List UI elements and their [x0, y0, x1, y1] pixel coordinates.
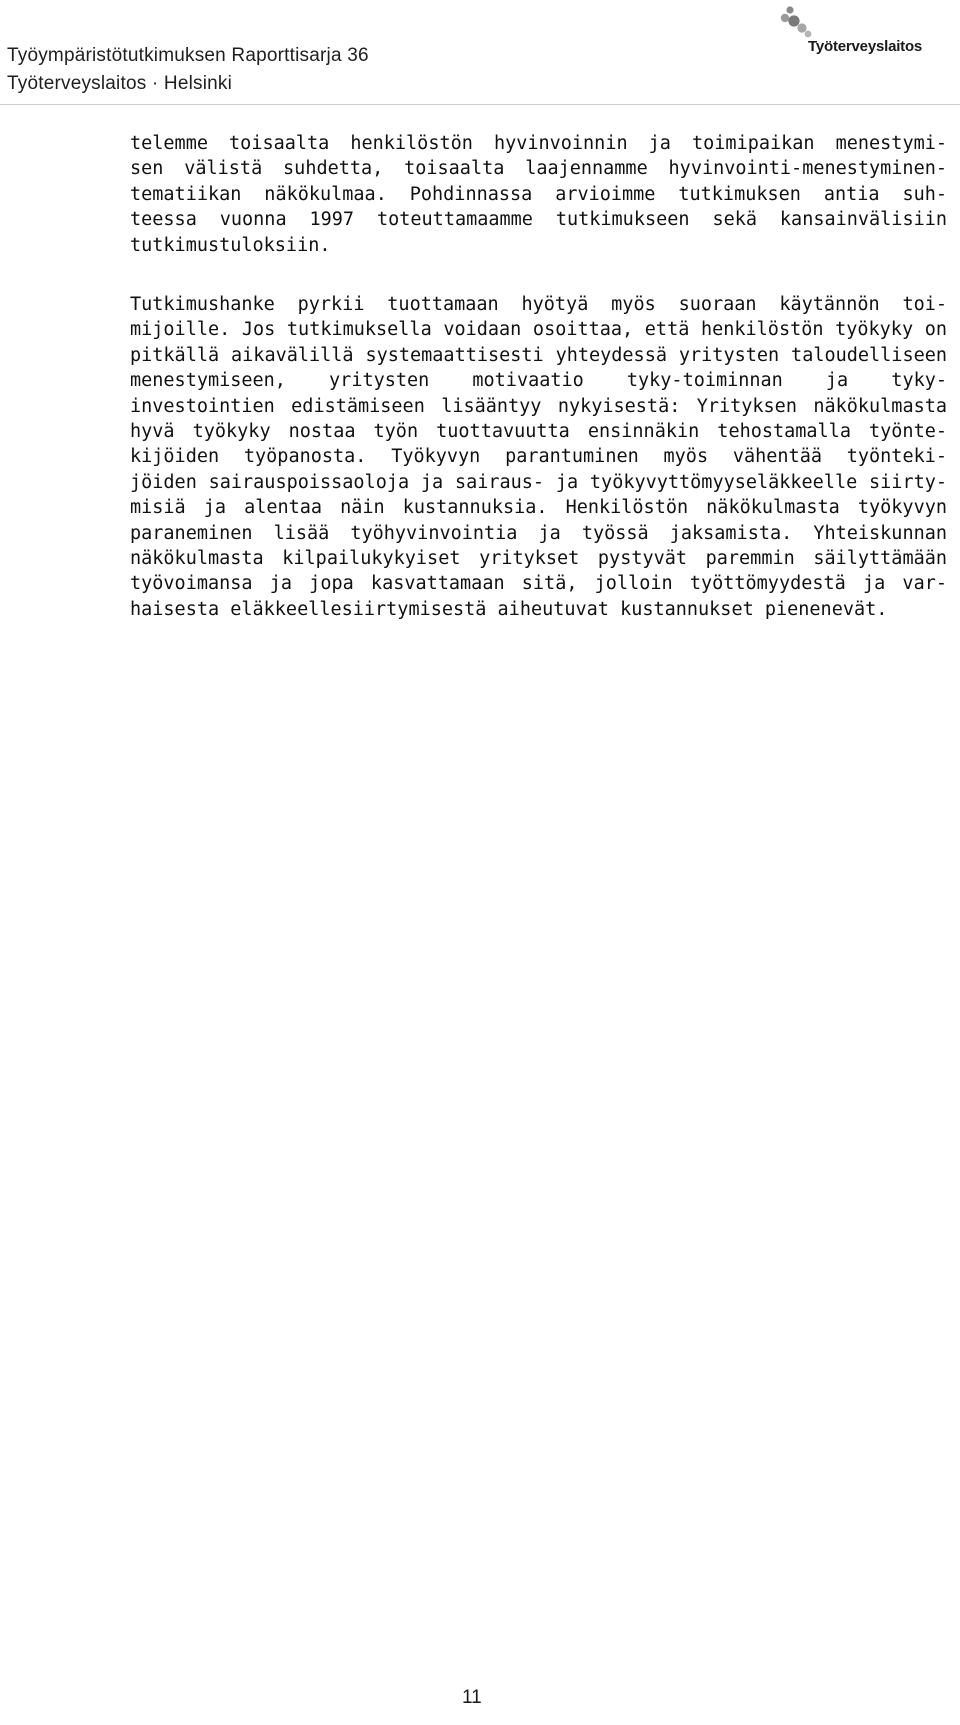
text-line: paraneminen lisää työhyvinvointia ja työssä jaksamista. Yhteiskunnan: [130, 522, 947, 544]
text-line: misiä ja alentaa näin kustannuksia. Henkilöstön näkökulmasta työkyvyn: [130, 497, 947, 519]
text-line: teessa vuonna 1997 toteuttamaamme tutkimukseen sekä kansainvälisiin: [130, 209, 947, 231]
text-line: mijoille. Jos tutkimuksella voidaan osoittaa, että henkilöstön työkyky on: [130, 319, 947, 341]
series-title: Työympäristötutkimuksen Raporttisarja 36: [7, 45, 369, 66]
text-line: menestymiseen, yritysten motivaatio tyky-toiminnan ja tyky-: [130, 370, 947, 392]
paragraph-2: [130, 292, 947, 622]
text-line: pitkällä aikavälillä systemaattisesti yhteydessä yritysten taloudelliseen: [130, 344, 947, 366]
text-line: jöiden sairauspoissaoloja ja sairaus- ja työkyvyttömyyseläkkeelle siirty-: [130, 471, 947, 493]
text-line: hyvä työkyky nostaa työn tuottavuutta ensinnäkin tehostamalla työnte-: [130, 421, 947, 443]
logo-text: Työterveyslaitos: [808, 38, 923, 55]
text-line: tutkimustuloksiin.: [130, 234, 331, 256]
text-line: työvoimansa ja jopa kasvattamaan sitä, jolloin työttömyydestä ja var-: [130, 573, 947, 595]
text-line: tematiikan näkökulmaa. Pohdinnassa arvioimme tutkimuksen antia suh-: [130, 183, 947, 205]
text-line: Tutkimushanke pyrkii tuottamaan hyötyä myös suoraan käytännön toi-: [130, 294, 947, 315]
text-line: telemme toisaalta henkilöstön hyvinvoinnin ja toimipaikan menestymi-: [130, 133, 947, 154]
text-line: investointien edistämiseen lisääntyy nykyisestä: Yrityksen näkökulmasta: [130, 395, 947, 417]
text-line: sen välistä suhdetta, toisaalta laajennamme hyvinvointi-menestyminen-: [130, 158, 947, 180]
text-line: haisesta eläkkeellesiirtymisestä aiheutuvat kustannukset pienenevät.: [130, 598, 888, 620]
publisher-line: Työterveyslaitos · Helsinki: [7, 73, 233, 94]
page-number: 11: [462, 1687, 482, 1708]
paragraph-1: [130, 131, 947, 258]
text-line: kijöiden työpanosta. Työkyvyn parantuminen myös vähentää työnteki-: [130, 446, 947, 468]
text-line: näkökulmasta kilpailukykyiset yritykset pystyvät paremmin säilyttämään: [130, 548, 947, 570]
tyoterveyslaitos-logo: [778, 4, 938, 62]
page-header: [0, 0, 960, 105]
